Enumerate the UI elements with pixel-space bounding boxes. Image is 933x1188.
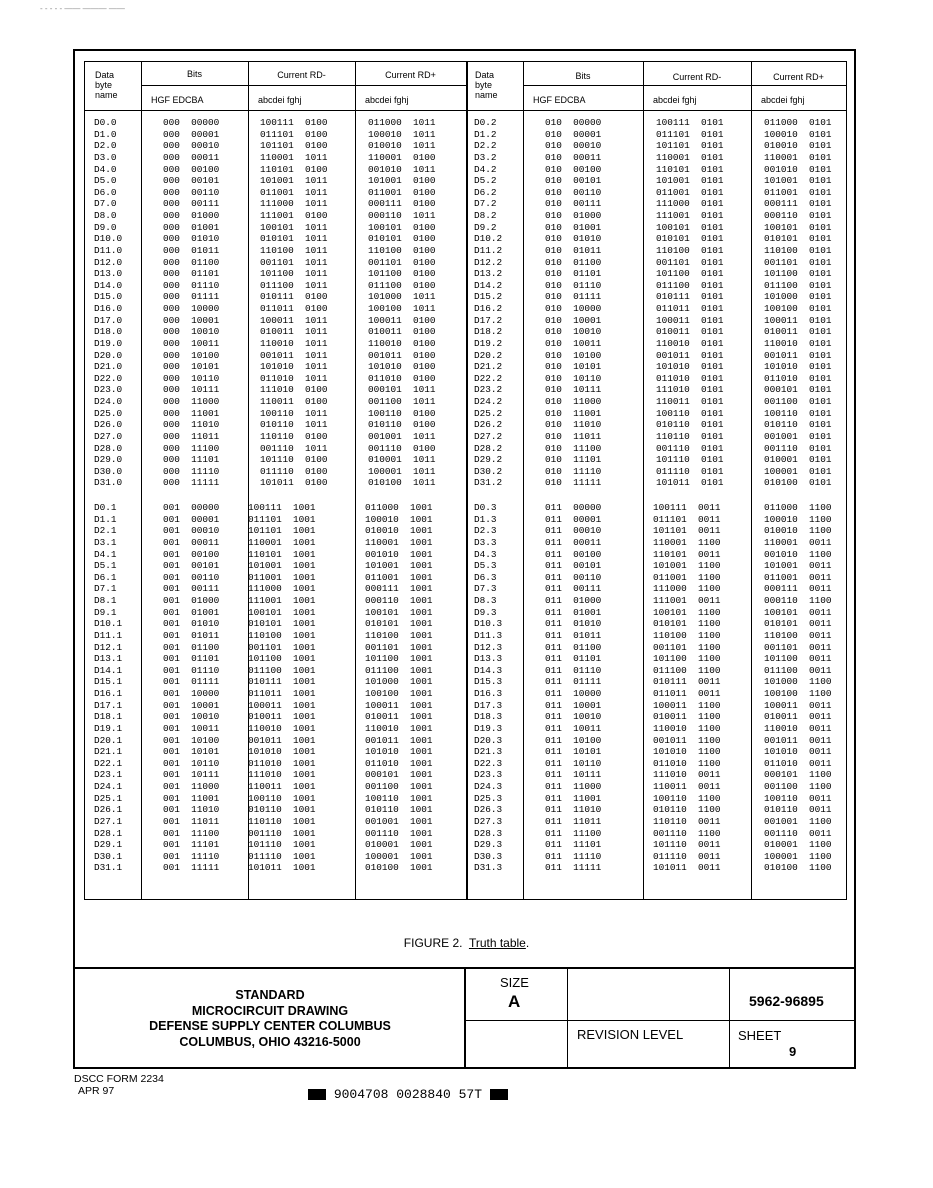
rd-minus-subheader-right: abcdei fghj [653,95,697,105]
block2-left-rd-minus: 100111 1001 011101 1001 101101 1001 110001 1001 110101 1001 101001 1001 011001 1001 111000 1001 111001 1001 100101 1001 010101 1001 110100 1001 001101 1001 101100 1001 011100 1001 010111 1001 011011 1001 100011 1001 010011 1001 110010 1001 001011 1001 101010 1001 011010 1001 111010 1001 110011 1001 100110 1001 010110 1001 110110 1001 001110 1001 101110 1001 011110 1001 101011 1001 [248,502,316,874]
rd-minus-header: Current RD- [277,70,326,80]
block2-left-rd-plus: 011000 1001 100010 1001 010010 1001 110001 1001 001010 1001 101001 1001 011001 1001 000111 1001 000110 1001 100101 1001 010101 1001 110100 1001 001101 1001 101100 1001 011100 1001 101000 1001 100100 1001 100011 1001 010011 1001 110010 1001 001011 1001 101010 1001 011010 1001 000101 1001 001100 1001 100110 1001 010110 1001 001001 1001 001110 1001 010001 1001 100001 1001 010100 1001 [365,502,433,874]
block2-right-rd-minus: 100111 0011 011101 0011 101101 0011 110001 1100 110101 0011 101001 1100 011001 1100 111000 1100 111001 0011 100101 1100 010101 1100 110100 1100 001101 1100 101100 1100 011100 1100 010111 0011 011011 0011 100011 1100 010011 1100 110010 1100 001011 1100 101010 1100 011010 1100 111010 0011 110011 0011 100110 1100 010110 1100 110110 0011 001110 1100 101110 0011 011110 0011 101011 0011 [653,502,721,874]
scan-marks: - - - - - —— ——— —— [40,4,125,13]
bits-subheader-right: HGF EDCBA [533,95,586,105]
block2-right-rd-plus: 011000 1100 100010 1100 010010 1100 110001 0011 001010 1100 101001 0011 011001 0011 000111 0011 000110 1100 100101 0011 010101 0011 110100 0011 001101 0011 101100 0011 011100 0011 101000 1100 100100 1100 100011 0011 010011 0011 110010 0011 001011 0011 101010 0011 011010 0011 000101 1100 001100 1100 100110 0011 010110 0011 001001 1100 001110 0011 010001 1100 100001 1100 010100 1100 [764,502,832,874]
barcode-strip [308,1087,508,1102]
block1-left-names: D0.0 D1.0 D2.0 D3.0 D4.0 D5.0 D6.0 D7.0 D8.0 D9.0 D10.0 D11.0 D12.0 D13.0 D14.0 D15.0 D16.0 D17.0 D18.0 D19.0 D20.0 D21.0 D22.0 D23.0 D24.0 D25.0 D26.0 D27.0 D28.0 D29.0 D30.0 D31.0 [94,117,123,489]
rd-plus-header: Current RD+ [385,70,436,80]
block1-left-bits: 000 00000 000 00001 000 00010 000 00011 000 00100 000 00101 000 00110 000 00111 000 01000 000 01001 000 01010 000 01011 000 01100 000 01101 000 01110 000 01111 000 10000 000 10001 000 10010 000 10011 000 10100 000 10101 000 10110 000 10111 000 11000 000 11001 000 11010 000 11011 000 11100 000 11101 000 11110 000 11111 [163,117,220,489]
bits-header-right: Bits [575,71,591,81]
truth-table [84,61,847,900]
bits-header: Bits [186,69,202,79]
block1-left-rd-minus: 100111 0100 011101 0100 101101 0100 110001 1011 110101 0100 101001 1011 011001 1011 111000 1011 111001 0100 100101 1011 010101 1011 110100 1011 001101 1011 101100 1011 011100 1011 010111 0100 011011 0100 100011 1011 010011 1011 110010 1011 001011 1011 101010 1011 011010 1011 111010 0100 110011 0100 100110 1011 010110 1011 110110 0100 001110 1011 101110 0100 011110 0100 101011 0100 [260,117,328,489]
document-number: 5962-96895 [749,993,824,1009]
rd-plus-subheader-right: abcdei fghj [761,95,805,105]
rd-plus-header-right: Current RD+ [773,72,824,82]
rd-minus-subheader: abcdei fghj [258,95,302,105]
block1-right-names: D0.2 D1.2 D2.2 D3.2 D4.2 D5.2 D6.2 D7.2 D8.2 D9.2 D10.2 D11.2 D12.2 D13.2 D14.2 D15.2 D16.2 D17.2 D18.2 D19.2 D20.2 D21.2 D22.2 D23.2 D24.2 D25.2 D26.2 D27.2 D28.2 D29.2 D30.2 D31.2 [474,117,503,489]
barcode-block-right [490,1089,508,1100]
block2-right-bits: 011 00000 011 00001 011 00010 011 00011 011 00100 011 00101 011 00110 011 00111 011 01000 011 01001 011 01010 011 01011 011 01100 011 01101 011 01110 011 01111 011 10000 011 10001 011 10010 011 10011 011 10100 011 10101 011 10110 011 10111 011 11000 011 11001 011 11010 011 11011 011 11100 011 11101 011 11110 011 11111 [545,502,602,874]
block2-left-names: D0.1 D1.1 D2.1 D3.1 D4.1 D5.1 D6.1 D7.1 D8.1 D9.1 D10.1 D11.1 D12.1 D13.1 D14.1 D15.1 D16.1 D17.1 D18.1 D19.1 D20.1 D21.1 D22.1 D23.1 D24.1 D25.1 D26.1 D27.1 D28.1 D29.1 D30.1 D31.1 [94,502,123,874]
rd-plus-subheader: abcdei fghj [365,95,409,105]
sheet-number: 9 [789,1044,797,1059]
standard-drawing-label: STANDARD MICROCIRCUIT DRAWING DEFENSE SUPPLY CENTER COLUMBUS COLUMBUS, OHIO 43216-5000 [149,988,391,1049]
figure-number: FIGURE 2. [403,936,463,950]
block1-right-rd-plus: 011000 0101 100010 0101 010010 0101 110001 0101 001010 0101 101001 0101 011001 0101 000111 0101 000110 0101 100101 0101 010101 0101 110100 0101 001101 0101 101100 0101 011100 0101 101000 0101 100100 0101 100011 0101 010011 0101 110010 0101 001011 0101 101010 0101 011010 0101 000101 0101 001100 0101 100110 0101 010110 0101 001001 0101 001110 0101 010001 0101 100001 0101 010100 0101 [764,117,832,489]
form-id: DSCC FORM 2234 APR 97 [74,1073,164,1097]
sheet-label: SHEET [738,1028,782,1043]
size-label: SIZE [500,975,529,990]
data-byte-name-header-right: Data byte name [475,70,498,100]
figure-title: Truth table [468,936,526,950]
revision-level-label: REVISION LEVEL [577,1027,684,1042]
title-block-divider [464,967,466,1068]
block2-left-bits: 001 00000 001 00001 001 00010 001 00011 001 00100 001 00101 001 00110 001 00111 001 01000 001 01001 001 01010 001 01011 001 01100 001 01101 001 01110 001 01111 001 10000 001 10001 001 10010 001 10011 001 10100 001 10101 001 10110 001 10111 001 11000 001 11001 001 11010 001 11011 001 11100 001 11101 001 11110 001 11111 [163,502,220,874]
barcode-block-left [308,1089,326,1100]
size-value: A [508,992,521,1011]
rd-minus-header-right: Current RD- [672,72,722,82]
block2-right-names: D0.3 D1.3 D2.3 D3.3 D4.3 D5.3 D6.3 D7.3 D8.3 D9.3 D10.3 D11.3 D12.3 D13.3 D14.3 D15.3 D16.3 D17.3 D18.3 D19.3 D20.3 D21.3 D22.3 D23.3 D24.3 D25.3 D26.3 D27.3 D28.3 D29.3 D30.3 D31.3 [474,502,503,874]
block1-left-rd-plus: 011000 1011 100010 1011 010010 1011 110001 0100 001010 1011 101001 0100 011001 0100 000111 0100 000110 1011 100101 0100 010101 0100 110100 0100 001101 0100 101100 0100 011100 0100 101000 1011 100100 1011 100011 0100 010011 0100 110010 0100 001011 0100 101010 0100 011010 0100 000101 1011 001100 1011 100110 0100 010110 0100 001001 1011 001110 0100 010001 1011 100001 1011 010100 1011 [368,117,436,489]
data-byte-name-header: Data byte name [95,70,118,100]
figure-caption: FIGURE 2. Truth table. [403,936,530,950]
bits-subheader: HGF EDCBA [151,95,204,105]
block1-right-rd-minus: 100111 0101 011101 0101 101101 0101 110001 0101 110101 0101 101001 0101 011001 0101 111000 0101 111001 0101 100101 0101 010101 0101 110100 0101 001101 0101 101100 0101 011100 0101 010111 0101 011011 0101 100011 0101 010011 0101 110010 0101 001011 0101 101010 0101 011010 0101 111010 0101 110011 0101 100110 0101 010110 0101 110110 0101 001110 0101 101110 0101 011110 0101 101011 0101 [656,117,724,489]
barcode-text: 9004708 0028840 57T [333,1087,483,1102]
block1-right-bits: 010 00000 010 00001 010 00010 010 00011 010 00100 010 00101 010 00110 010 00111 010 01000 010 01001 010 01010 010 01011 010 01100 010 01101 010 01110 010 01111 010 10000 010 10001 010 10010 010 10011 010 10100 010 10101 010 10110 010 10111 010 11000 010 11001 010 11010 010 11011 010 11100 010 11101 010 11110 010 11111 [545,117,602,489]
